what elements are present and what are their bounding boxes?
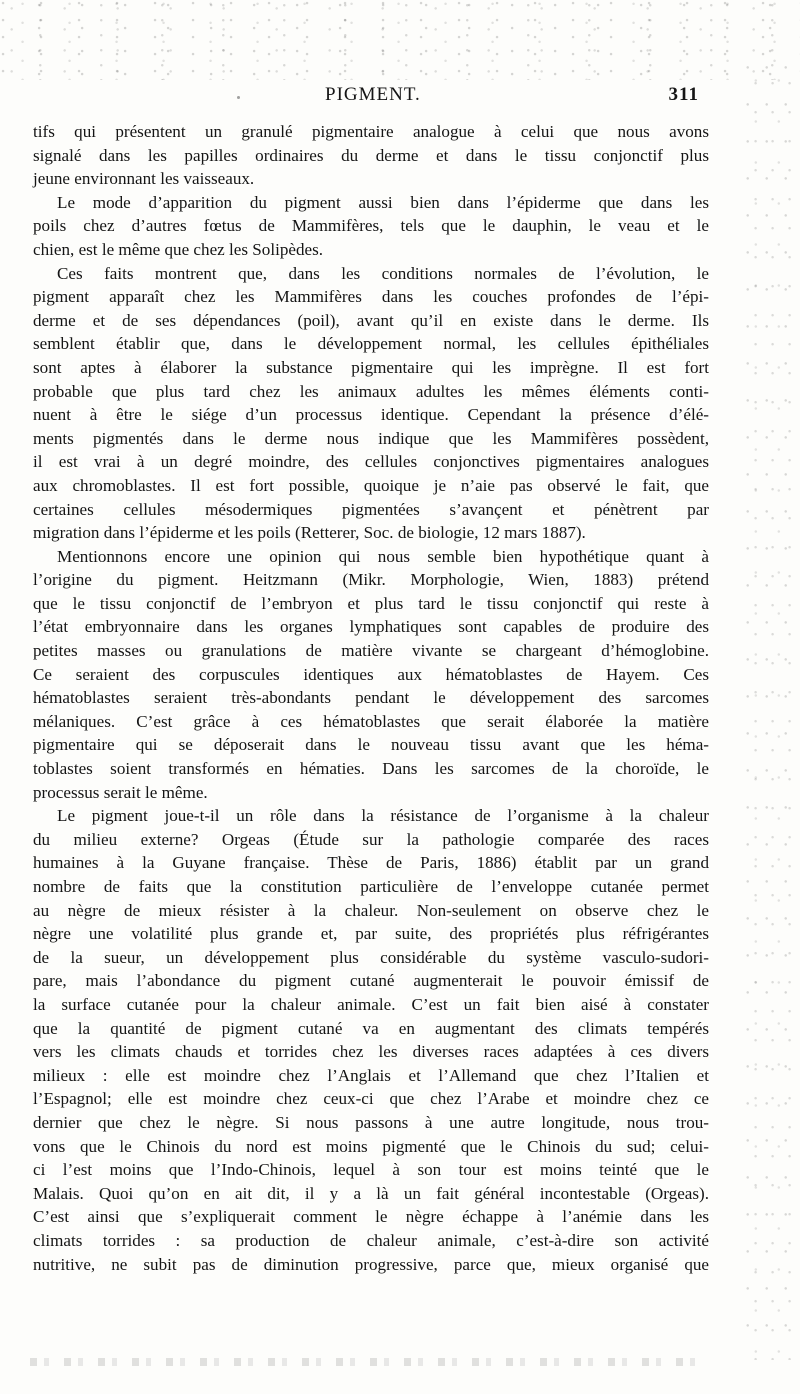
header-mark <box>237 96 240 99</box>
text-line: Le pigment joue-t-il un rôle dans la résistance de l’organisme à la chaleur <box>57 806 709 826</box>
text-line: humaines à la Guyane française. Thèse de Paris, 1886) établit par un grand <box>33 853 709 873</box>
text-line: pare, mais l’abondance du pigment cutané augmenterait le pouvoir émissif de <box>33 971 709 991</box>
text-line: aux chromoblastes. Il est fort possible, quoique je n’aie pas observé le fait, que <box>33 475 709 495</box>
text-line: vons que le Chinois du nord est moins pigmenté que le Chinois du sud; celui- <box>33 1136 709 1156</box>
text-line: ments pigmentés dans le derme nous indique que les Mammifères possèdent, <box>33 428 709 448</box>
text-line: l’Espagnol; elle est moindre chez ceux-ci que chez l’Arabe et moindre chez ce <box>33 1089 709 1109</box>
text-line: climats torrides : sa production de chaleur animale, c’est-à-dire son activité <box>33 1230 709 1250</box>
text-line: l’état embryonnaire dans les organes lymphatiques sont capables de produire des <box>33 617 709 637</box>
text-line: migration dans l’épiderme et les poils (Retterer, Soc. de biologie, 12 mars 1887). <box>33 523 586 543</box>
text-line: pigmentaire qui se déposerait dans le nouveau tissu avant que les héma- <box>33 735 709 755</box>
text-line: sont aptes à élaborer la substance pigmentaire qui les imprègne. Il est fort <box>33 357 709 377</box>
text-line: que le tissu conjonctif de l’embryon et plus tard le tissu conjonctif qui reste à <box>33 593 709 613</box>
running-header <box>35 84 715 112</box>
text-line: Ces faits montrent que, dans les conditions normales de l’évolution, le <box>57 263 709 283</box>
text-line: petites masses ou granulations de matière vivante se chargeant d’hémoglobine. <box>33 641 709 661</box>
text-line: l’origine du pigment. Heitzmann (Mikr. Morphologie, Wien, 1883) prétend <box>33 570 709 590</box>
text-line: derme et de ses dépendances (poil), avant qu’il en existe dans le derme. Ils <box>33 310 709 330</box>
text-line: Mentionnons encore une opinion qui nous semble bien hypothétique quant à <box>57 546 709 566</box>
text-line: semblent établir que, dans le développement normal, les cellules épithéliales <box>33 334 709 354</box>
text-line: pigment apparaît chez les Mammifères dans les couches profondes de l’épi- <box>33 287 709 307</box>
text-line: ci l’est moins que l’Indo-Chinois, lequel à son tour est moins teinté que le <box>33 1160 709 1180</box>
text-line: vers les climats chauds et torrides chez les diverses races adaptées à ces divers <box>33 1042 709 1062</box>
text-line: milieux : elle est moindre chez l’Anglais et l’Allemand que chez l’Italien et <box>33 1065 709 1085</box>
text-line: C’est ainsi que s’expliquerait comment le nègre échappe à l’anémie dans les <box>33 1207 709 1227</box>
text-line: probable que plus tard chez les animaux adultes les mêmes éléments conti- <box>33 381 709 401</box>
text-line: processus serait le même. <box>33 782 208 802</box>
running-header-title: PIGMENT. <box>325 84 421 105</box>
text-line: il est vrai à un degré moindre, des cellules conjonctives pigmentaires analogues <box>33 452 709 472</box>
scan-bottom-strip <box>30 1358 710 1366</box>
text-line: du milieu externe? Orgeas (Étude sur la pathologie comparée des races <box>33 829 709 849</box>
text-line: mélaniques. C’est grâce à ces hématoblastes que serait élaborée la matière <box>33 711 709 731</box>
text-line: au nègre de mieux résister à la chaleur. Non-seulement on observe chez le <box>33 900 709 920</box>
text-line: jeune environnant les vaisseaux. <box>33 169 255 189</box>
scan-noise-top <box>0 0 800 80</box>
text-line: Le mode d’apparition du pigment aussi bien dans l’épiderme que dans les <box>57 192 709 212</box>
text-line: tifs qui présentent un granulé pigmentaire analogue à celui que nous avons <box>33 122 709 141</box>
main-text <box>33 120 709 1276</box>
text-line: nègre une volatilité plus grande et, par suite, des propriétés plus réfrigérantes <box>33 924 709 944</box>
text-line: chien, est le même que chez les Solipèdes. <box>33 239 324 259</box>
text-line: de la sueur, un développement plus considérable du système vasculo-sudori- <box>33 947 709 967</box>
text-line: signalé dans les papilles ordinaires du derme et dans le tissu conjonctif plus <box>33 145 709 165</box>
text-line: que la quantité de pigment cutané va en augmentant des climats tempérés <box>33 1018 709 1038</box>
text-line: poils chez d’autres fœtus de Mammifères, tels que le dauphin, le veau et le <box>33 216 709 236</box>
page-number: 311 <box>668 84 699 105</box>
text-line: nutritive, ne subit pas de diminution progressive, parce que, mieux organisé que <box>33 1254 709 1274</box>
text-line: nuent à être le siége d’un processus identique. Cependant la présence d’élé- <box>33 405 709 425</box>
text-line: Malais. Quoi qu’on en ait dit, il y a là un fait général incontestable (Orgeas). <box>33 1183 709 1203</box>
text-line: la surface cutanée pour la chaleur animale. C’est un fait bien aisé à constater <box>33 994 709 1014</box>
text-line: certaines cellules mésodermiques pigmentées s’avançent et pénètrent par <box>33 499 709 519</box>
scan-noise-right-margin <box>742 60 800 1360</box>
text-line: dernier que chez le nègre. Si nous passons à une autre longitude, nous trou- <box>33 1112 709 1132</box>
text-line: toblastes soient transformés en hématies. Dans les sarcomes de la choroïde, le <box>33 759 709 779</box>
text-line: hématoblastes seraient très-abondants pendant le développement des sarcomes <box>33 688 709 708</box>
text-line: nombre de faits que la constitution particulière de l’enveloppe cutanée permet <box>33 877 709 896</box>
text-line: Ce seraient des corpuscules identiques aux hématoblastes de Hayem. Ces <box>33 664 709 684</box>
